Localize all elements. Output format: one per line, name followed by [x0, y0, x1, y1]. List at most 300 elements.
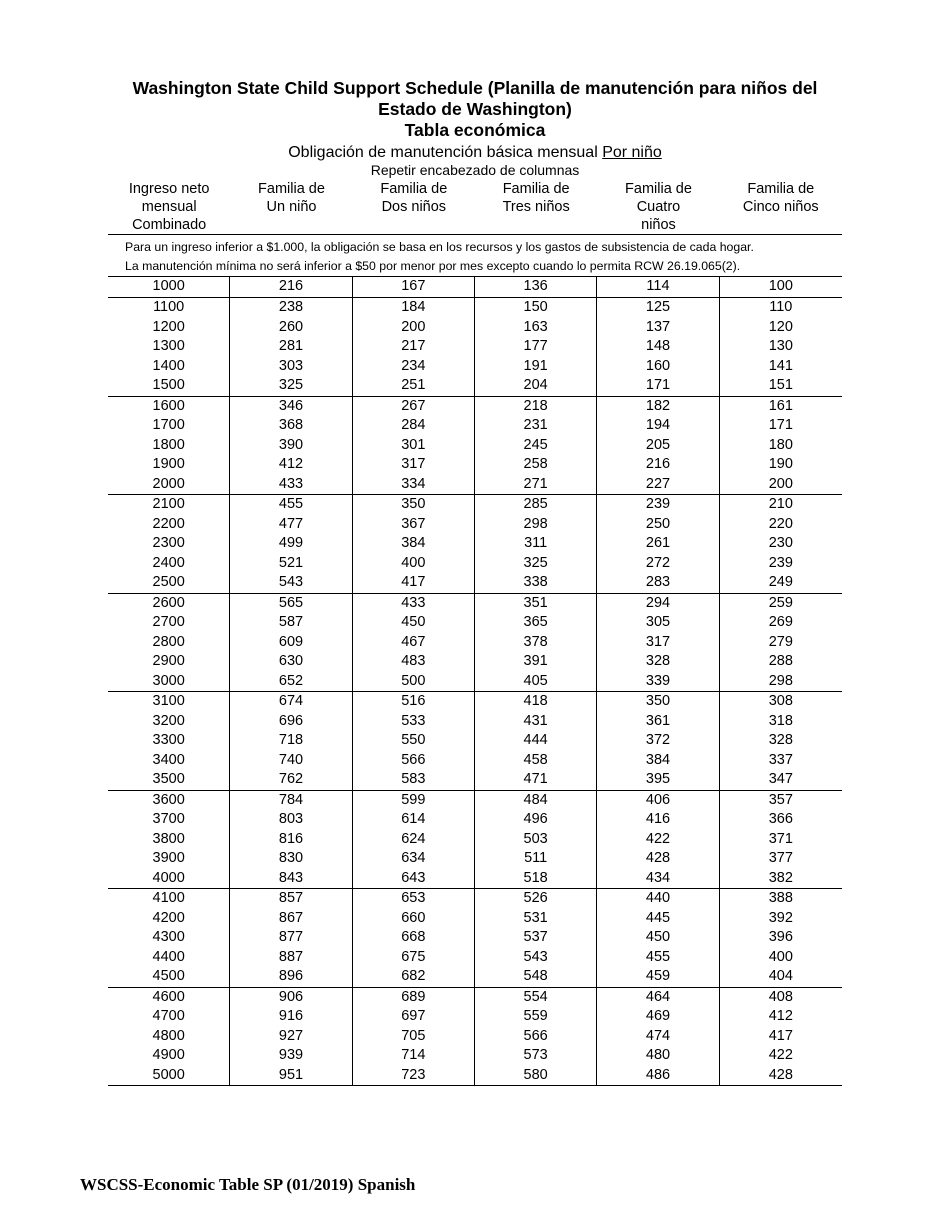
- amount-cell: 867: [230, 909, 352, 929]
- amount-cell: 260: [230, 318, 352, 338]
- income-cell: 3600: [108, 791, 230, 811]
- amount-cell: 357: [768, 791, 793, 808]
- amount-cell: 599: [353, 791, 475, 811]
- amount-cell: 200: [768, 475, 793, 492]
- income-cell: 1300: [108, 337, 230, 357]
- amount-cell: 377: [768, 850, 793, 866]
- column-headers: [108, 180, 842, 234]
- table-row: [108, 554, 842, 574]
- income-cell: 2900: [108, 652, 230, 672]
- column-header-line: Dos niños: [381, 199, 447, 215]
- amount-cell: 230: [768, 535, 793, 551]
- amount-cell: 450: [353, 613, 475, 633]
- income-cell: 3400: [108, 751, 230, 771]
- amount-cell: 550: [353, 731, 475, 751]
- column-header-line: Combinado: [132, 217, 207, 233]
- table-row: [108, 357, 842, 377]
- title-line-1: Washington State Child Support Schedule (Planilla de manutención para niños del: [132, 78, 818, 98]
- amount-cell: 231: [475, 416, 597, 436]
- table-row: [108, 573, 842, 593]
- amount-cell: 171: [597, 376, 719, 396]
- amount-cell: 177: [475, 337, 597, 357]
- amount-cell: 412: [230, 455, 352, 475]
- amount-cell: 675: [353, 948, 475, 968]
- income-cell: 3500: [108, 770, 230, 790]
- amount-cell: 371: [768, 830, 793, 847]
- title-line-2: Estado de Washington): [378, 99, 572, 119]
- income-cell: 4600: [108, 988, 230, 1008]
- column-header: [353, 180, 475, 234]
- amount-cell: 521: [230, 554, 352, 574]
- table-row: [108, 613, 842, 633]
- amount-cell: 100: [768, 278, 793, 294]
- table-row: [108, 337, 842, 357]
- table-row: [108, 790, 842, 811]
- amount-cell: 163: [475, 318, 597, 338]
- table-row: [108, 888, 842, 909]
- amount-cell: 368: [230, 416, 352, 436]
- column-header: [475, 180, 597, 234]
- amount-cell: 718: [230, 731, 352, 751]
- amount-cell: 351: [475, 594, 597, 614]
- amount-cell: 762: [230, 770, 352, 790]
- amount-cell: 697: [353, 1007, 475, 1027]
- economic-table: [108, 276, 842, 1086]
- amount-cell: 220: [768, 515, 793, 532]
- amount-cell: 294: [597, 594, 719, 614]
- amount-cell: 537: [475, 928, 597, 948]
- amount-cell: 284: [353, 416, 475, 436]
- table-row: [108, 515, 842, 535]
- amount-cell: 347: [768, 771, 793, 787]
- amount-cell: 298: [768, 672, 793, 689]
- column-header: [230, 180, 352, 234]
- amount-cell: 392: [768, 909, 793, 926]
- income-cell: 4700: [108, 1007, 230, 1027]
- amount-cell: 258: [475, 455, 597, 475]
- amount-cell: 467: [353, 633, 475, 653]
- amount-cell: 474: [597, 1027, 719, 1047]
- amount-cell: 906: [230, 988, 352, 1008]
- table-subtitle: [100, 143, 850, 162]
- amount-cell: 458: [475, 751, 597, 771]
- amount-cell: 200: [353, 318, 475, 338]
- amount-cell: 328: [768, 732, 793, 748]
- amount-cell: 471: [475, 770, 597, 790]
- table-row: [108, 967, 842, 987]
- amount-cell: 723: [353, 1066, 475, 1086]
- table-row: [108, 1027, 842, 1047]
- table-row: [108, 455, 842, 475]
- amount-cell: 325: [230, 376, 352, 396]
- amount-cell: 283: [597, 573, 719, 593]
- amount-cell: 161: [768, 397, 793, 414]
- income-cell: 3900: [108, 849, 230, 869]
- amount-cell: 388: [768, 890, 793, 906]
- amount-cell: 194: [597, 416, 719, 436]
- column-header-line: Cinco niños: [742, 199, 819, 215]
- amount-cell: 350: [597, 692, 719, 712]
- amount-cell: 511: [475, 849, 597, 869]
- repeat-header-label: Repetir encabezado de columnas: [370, 162, 580, 178]
- table-row: [108, 1007, 842, 1027]
- column-header: [597, 180, 719, 234]
- table-row: [108, 770, 842, 790]
- note-line-2: La manutención mínima no será inferior a $50 por menor por mes excepto cuando lo permita RCW 26.19.065(2).: [125, 258, 741, 273]
- amount-cell: 317: [353, 455, 475, 475]
- amount-cell: 434: [597, 869, 719, 889]
- amount-cell: 500: [353, 672, 475, 692]
- amount-cell: 464: [597, 988, 719, 1008]
- income-cell: 2500: [108, 573, 230, 593]
- column-header-line: Familia de: [502, 181, 570, 197]
- column-header: [720, 180, 842, 234]
- amount-cell: 384: [597, 751, 719, 771]
- amount-cell: 361: [597, 712, 719, 732]
- amount-cell: 217: [353, 337, 475, 357]
- income-cell: 4100: [108, 889, 230, 909]
- income-cell: 2800: [108, 633, 230, 653]
- header-rule: [108, 234, 842, 235]
- amount-cell: 400: [353, 554, 475, 574]
- income-cell: 1200: [108, 318, 230, 338]
- amount-cell: 433: [230, 475, 352, 495]
- amount-cell: 239: [768, 554, 793, 571]
- amount-cell: 939: [230, 1046, 352, 1066]
- column-header-line: Familia de: [258, 181, 325, 197]
- footer-form-id: WSCSS-Economic Table SP (01/2019) Spanish: [80, 1175, 416, 1194]
- amount-cell: 137: [597, 318, 719, 338]
- amount-cell: 630: [230, 652, 352, 672]
- document-title: [100, 78, 850, 141]
- amount-cell: 405: [475, 672, 597, 692]
- table-row: [108, 652, 842, 672]
- amount-cell: 182: [597, 397, 719, 417]
- income-cell: 3200: [108, 712, 230, 732]
- income-cell: 2300: [108, 534, 230, 554]
- amount-cell: 261: [597, 534, 719, 554]
- table-row: [108, 436, 842, 456]
- income-cell: 2400: [108, 554, 230, 574]
- amount-cell: 338: [475, 573, 597, 593]
- amount-cell: 705: [353, 1027, 475, 1047]
- amount-cell: 816: [230, 830, 352, 850]
- amount-cell: 167: [353, 277, 475, 297]
- amount-cell: 114: [597, 277, 719, 297]
- income-cell: 2100: [108, 495, 230, 515]
- amount-cell: 325: [475, 554, 597, 574]
- amount-cell: 843: [230, 869, 352, 889]
- amount-cell: 431: [475, 712, 597, 732]
- amount-cell: 450: [597, 928, 719, 948]
- amount-cell: 417: [353, 573, 475, 593]
- amount-cell: 543: [230, 573, 352, 593]
- amount-cell: 689: [353, 988, 475, 1008]
- amount-cell: 609: [230, 633, 352, 653]
- amount-cell: 469: [597, 1007, 719, 1027]
- column-header-line: Un niño: [266, 199, 317, 215]
- amount-cell: 250: [597, 515, 719, 535]
- table-row: [108, 849, 842, 869]
- amount-cell: 272: [597, 554, 719, 574]
- table-row: [108, 1066, 842, 1087]
- income-cell: 4500: [108, 967, 230, 987]
- amount-cell: 279: [768, 633, 793, 650]
- amount-cell: 682: [353, 967, 475, 987]
- amount-cell: 141: [768, 357, 793, 374]
- amount-cell: 245: [475, 436, 597, 456]
- amount-cell: 503: [475, 830, 597, 850]
- amount-cell: 566: [475, 1027, 597, 1047]
- income-cell: 1600: [108, 397, 230, 417]
- income-cell: 2700: [108, 613, 230, 633]
- amount-cell: 160: [597, 357, 719, 377]
- amount-cell: 526: [475, 889, 597, 909]
- amount-cell: 634: [353, 849, 475, 869]
- income-cell: 4900: [108, 1046, 230, 1066]
- income-cell: 1900: [108, 455, 230, 475]
- amount-cell: 400: [768, 948, 793, 965]
- amount-cell: 216: [230, 277, 352, 297]
- amount-cell: 566: [353, 751, 475, 771]
- amount-cell: 301: [353, 436, 475, 456]
- amount-cell: 271: [475, 475, 597, 495]
- amount-cell: 830: [230, 849, 352, 869]
- column-header-line: Tres niños: [502, 199, 570, 215]
- amount-cell: 877: [230, 928, 352, 948]
- table-row: [108, 987, 842, 1008]
- amount-cell: 887: [230, 948, 352, 968]
- amount-cell: 269: [768, 614, 793, 630]
- amount-cell: 184: [353, 298, 475, 318]
- amount-cell: 171: [768, 417, 793, 433]
- amount-cell: 480: [597, 1046, 719, 1066]
- amount-cell: 318: [768, 712, 793, 729]
- income-cell: 2000: [108, 475, 230, 495]
- amount-cell: 674: [230, 692, 352, 712]
- amount-cell: 548: [475, 967, 597, 987]
- amount-cell: 784: [230, 791, 352, 811]
- amount-cell: 573: [475, 1046, 597, 1066]
- income-cell: 1100: [108, 298, 230, 318]
- column-header-line: Familia de: [380, 181, 448, 197]
- amount-cell: 218: [475, 397, 597, 417]
- amount-cell: 803: [230, 810, 352, 830]
- amount-cell: 417: [768, 1027, 793, 1044]
- column-header-line: mensual: [141, 199, 197, 215]
- income-cell: 2200: [108, 515, 230, 535]
- amount-cell: 125: [597, 298, 719, 318]
- table-row: [108, 534, 842, 554]
- amount-cell: 110: [769, 299, 793, 315]
- income-cell: 4800: [108, 1027, 230, 1047]
- amount-cell: 317: [597, 633, 719, 653]
- column-header: [108, 180, 230, 234]
- amount-cell: 455: [230, 495, 352, 515]
- income-cell: 3700: [108, 810, 230, 830]
- amount-cell: 554: [475, 988, 597, 1008]
- amount-cell: 583: [353, 770, 475, 790]
- amount-cell: 518: [475, 869, 597, 889]
- amount-cell: 303: [230, 357, 352, 377]
- amount-cell: 216: [597, 455, 719, 475]
- note: [125, 238, 754, 275]
- amount-cell: 308: [768, 693, 793, 709]
- amount-cell: 422: [768, 1047, 793, 1063]
- amount-cell: 130: [768, 338, 793, 354]
- amount-cell: 927: [230, 1027, 352, 1047]
- amount-cell: 395: [597, 770, 719, 790]
- amount-cell: 378: [475, 633, 597, 653]
- column-header-line: Familia de: [747, 181, 815, 197]
- table-row: [108, 376, 842, 396]
- income-cell: 2600: [108, 594, 230, 614]
- amount-cell: 210: [768, 496, 793, 512]
- amount-cell: 339: [597, 672, 719, 692]
- amount-cell: 428: [597, 849, 719, 869]
- amount-cell: 499: [230, 534, 352, 554]
- amount-cell: 239: [597, 495, 719, 515]
- amount-cell: 366: [768, 811, 793, 827]
- amount-cell: 445: [597, 909, 719, 929]
- amount-cell: 440: [597, 889, 719, 909]
- table-row: [108, 810, 842, 830]
- table-row: [108, 672, 842, 692]
- column-header-line: Ingreso neto: [128, 181, 210, 197]
- amount-cell: 150: [475, 298, 597, 318]
- amount-cell: 259: [768, 594, 793, 611]
- amount-cell: 408: [768, 988, 793, 1005]
- income-cell: 4000: [108, 869, 230, 889]
- amount-cell: 267: [353, 397, 475, 417]
- amount-cell: 543: [475, 948, 597, 968]
- table-row: [108, 691, 842, 712]
- amount-cell: 896: [230, 967, 352, 987]
- amount-cell: 346: [230, 397, 352, 417]
- amount-cell: 190: [768, 456, 793, 472]
- income-cell: 1400: [108, 357, 230, 377]
- table-row: [108, 298, 842, 318]
- amount-cell: 382: [768, 869, 793, 886]
- amount-cell: 916: [230, 1007, 352, 1027]
- amount-cell: 406: [597, 791, 719, 811]
- note-line-1: Para un ingreso inferior a $1.000, la obligación se basa en los recursos y los gastos de subsistencia de cada hogar.: [125, 240, 754, 254]
- title-line-3: Tabla económica: [404, 120, 546, 140]
- table-row: [108, 593, 842, 614]
- table-row: [108, 830, 842, 850]
- income-cell: 3800: [108, 830, 230, 850]
- amount-cell: 455: [597, 948, 719, 968]
- table-row: [108, 396, 842, 417]
- table-row: [108, 494, 842, 515]
- amount-cell: 238: [230, 298, 352, 318]
- amount-cell: 486: [597, 1066, 719, 1086]
- amount-cell: 285: [475, 495, 597, 515]
- amount-cell: 367: [353, 515, 475, 535]
- table-row: [108, 475, 842, 495]
- income-cell: 1800: [108, 436, 230, 456]
- amount-cell: 281: [230, 337, 352, 357]
- amount-cell: 234: [353, 357, 475, 377]
- amount-cell: 227: [597, 475, 719, 495]
- amount-cell: 251: [353, 376, 475, 396]
- amount-cell: 418: [475, 692, 597, 712]
- amount-cell: 180: [768, 436, 793, 453]
- amount-cell: 249: [768, 574, 793, 590]
- amount-cell: 559: [475, 1007, 597, 1027]
- amount-cell: 660: [353, 909, 475, 929]
- table-row: [108, 751, 842, 771]
- amount-cell: 652: [230, 672, 352, 692]
- amount-cell: 334: [353, 475, 475, 495]
- amount-cell: 328: [597, 652, 719, 672]
- table-row: [108, 633, 842, 653]
- table-row: [108, 869, 842, 889]
- amount-cell: 337: [768, 751, 793, 768]
- table-row: [108, 1046, 842, 1066]
- income-cell: 1000: [108, 277, 230, 297]
- amount-cell: 643: [353, 869, 475, 889]
- amount-cell: 412: [768, 1008, 793, 1024]
- amount-cell: 483: [353, 652, 475, 672]
- amount-cell: 151: [768, 377, 793, 393]
- amount-cell: 587: [230, 613, 352, 633]
- amount-cell: 372: [597, 731, 719, 751]
- amount-cell: 531: [475, 909, 597, 929]
- income-cell: 3100: [108, 692, 230, 712]
- table-row: [108, 909, 842, 929]
- subtitle-prefix: Obligación de manutención básica mensual: [288, 144, 603, 161]
- income-cell: 4200: [108, 909, 230, 929]
- income-cell: 5000: [108, 1066, 230, 1086]
- amount-cell: 120: [768, 318, 793, 335]
- amount-cell: 384: [353, 534, 475, 554]
- column-header-line: Familia de: [625, 181, 692, 197]
- amount-cell: 484: [475, 791, 597, 811]
- amount-cell: 533: [353, 712, 475, 732]
- table-row: [108, 416, 842, 436]
- amount-cell: 516: [353, 692, 475, 712]
- amount-cell: 205: [597, 436, 719, 456]
- amount-cell: 428: [768, 1066, 793, 1083]
- amount-cell: 311: [475, 534, 597, 554]
- amount-cell: 668: [353, 928, 475, 948]
- table-row: [108, 318, 842, 338]
- amount-cell: 204: [475, 376, 597, 396]
- table-row: [108, 928, 842, 948]
- income-cell: 4400: [108, 948, 230, 968]
- amount-cell: 614: [353, 810, 475, 830]
- amount-cell: 653: [353, 889, 475, 909]
- income-cell: 1700: [108, 416, 230, 436]
- amount-cell: 496: [475, 810, 597, 830]
- income-cell: 1500: [108, 376, 230, 396]
- income-cell: 3000: [108, 672, 230, 692]
- amount-cell: 422: [597, 830, 719, 850]
- table-row: [108, 948, 842, 968]
- table-row: [108, 276, 842, 298]
- amount-cell: 740: [230, 751, 352, 771]
- amount-cell: 696: [230, 712, 352, 732]
- amount-cell: 288: [768, 653, 793, 669]
- subtitle-underlined: Por niño: [602, 144, 662, 161]
- amount-cell: 136: [475, 277, 597, 297]
- column-header-line: niños: [641, 217, 676, 233]
- amount-cell: 459: [597, 967, 719, 987]
- amount-cell: 951: [230, 1066, 352, 1086]
- amount-cell: 444: [475, 731, 597, 751]
- amount-cell: 148: [597, 337, 719, 357]
